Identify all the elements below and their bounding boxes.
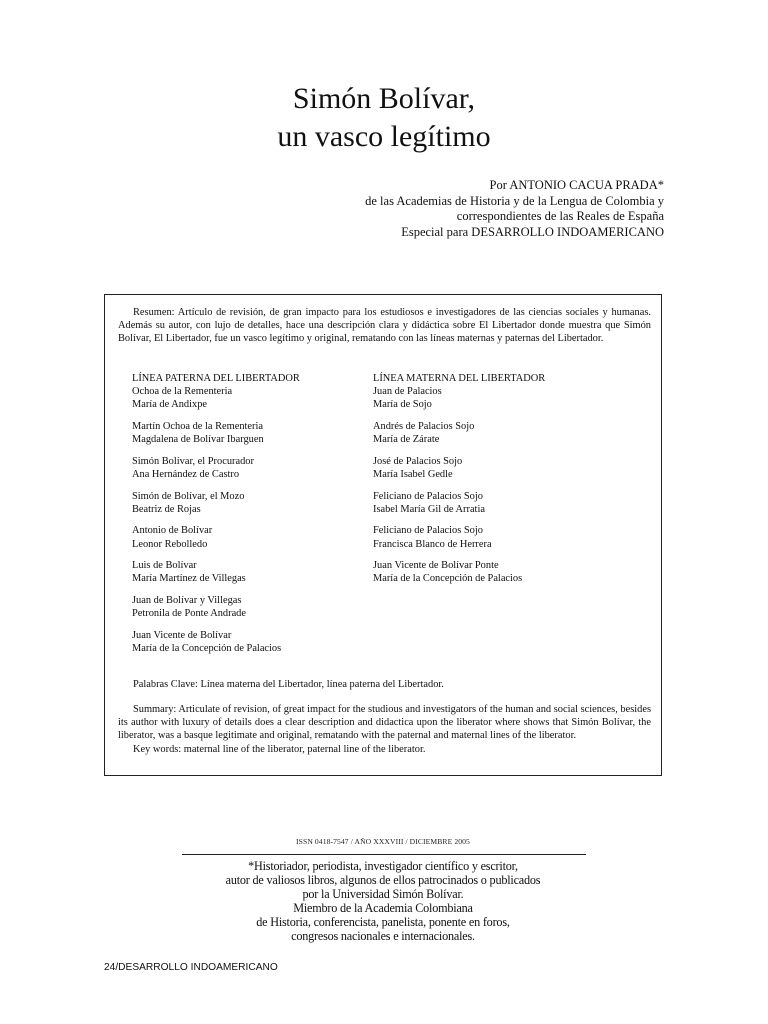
abstract-box [104,294,662,776]
palabras-clave-text: Palabras Clave: Línea materna del Libertador, línea paterna del Libertador. [133,679,444,690]
footnote-divider [182,854,586,855]
paternal-spouse: Leonor Rebolledo [132,538,208,550]
paternal-pair [132,629,362,655]
maternal-spouse: María de Zárate [373,434,440,446]
paternal-name: Ochoa de la Rementeria [132,386,233,398]
footnote-line: congresos nacionales e internacionales. [291,929,475,943]
paternal-pair [132,385,362,411]
paternal-name: Luis de Bolívar [132,560,197,572]
paternal-spouse: Petronila de Ponte Andrade [132,608,246,620]
title-line-2: un vasco legítimo [277,120,491,153]
author-footnote [180,859,586,943]
maternal-pair [373,490,643,516]
summary-text: Summary: Articulate of revision, of great impact for the studious and investigators of the human and social sciences, besides its author with luxury of details does a clear description and didactica upon the liberator where shows that Simón Bolívar, the liberator, was a basque legitimate and original, rematando with the paternal and maternal lines of the liberator. [118,704,651,742]
page-number-footer: 24/DESARROLLO INDOAMERICANO [104,962,278,973]
summary-paragraph [118,703,651,756]
maternal-name: José de Palacios Sojo [373,455,463,467]
paternal-spouse: Beatriz de Rojas [132,503,201,515]
maternal-spouse: María de Sojo [373,399,432,411]
paternal-name: Antonio de Bolívar [132,525,213,537]
maternal-name: Juan de Palacios [373,386,442,398]
byline-author: Por ANTONIO CACUA PRADA* [489,178,664,192]
maternal-spouse: María Isabel Gedle [373,469,453,480]
maternal-pair [373,385,643,411]
resumen-paragraph [118,306,651,346]
paternal-name: Simón de Bolívar, el Mozo [132,490,245,502]
paternal-line-header: LÍNEA PATERNA DEL LIBERTADOR [132,373,300,384]
footnote-line: Miembro de la Academia Colombiana [293,901,473,915]
footnote-line: de Historia, conferencista, panelista, ponente en foros, [256,915,510,929]
resumen-text: Resumen: Artículo de revisión, de gran impacto para los estudiosos e investigadores de las ciencias sociales y humanas. Además su autor, con lujo de detalles, hace una descripción clara y didáctica sobre El Libertador donde muestra que Simón Bolívar, El Libertador, fue un vasco legítimo y original, rematando con las líneas maternas y paternas del Libertador. [118,307,651,345]
maternal-spouse: María de la Concepción de Palacios [373,573,523,585]
byline-special: Especial para DESARROLLO INDOAMERICANO [401,224,664,239]
maternal-name: Juan Vicente de Bolívar Ponte [373,560,499,572]
paternal-spouse: Ana Hernández de Castro [132,469,240,480]
palabras-clave-paragraph [118,678,651,691]
paternal-name: Simón Bolívar, el Procurador [132,455,254,467]
paternal-name: Martín Ochoa de la Rementeria [132,421,263,432]
article-title [0,80,768,156]
footnote-line: autor de valiosos libros, algunos de ellos patrocinados o publicados [225,873,541,887]
footnote-line: *Historiador, periodista, investigador científico y escritor, [248,859,518,873]
maternal-name: Feliciano de Palacios Sojo [373,490,483,502]
paternal-spouse: María de la Concepción de Palacios [132,642,282,654]
maternal-spouse: Isabel María Gil de Arratia [373,503,485,515]
paternal-line-column [132,372,362,664]
byline [365,178,664,240]
paternal-spouse: María de Andixpe [132,399,208,411]
title-line-1: Simón Bolívar, [292,82,476,115]
paternal-pair [132,524,362,550]
paternal-name: Juan de Bolívar y Villegas [132,594,242,606]
paternal-spouse: María Martínez de Villegas [132,573,246,585]
maternal-pair [373,524,643,550]
paternal-pair [132,420,362,446]
footnote-line: por la Universidad Simón Bolívar. [302,887,464,901]
paternal-pair [132,490,362,516]
maternal-name: Feliciano de Palacios Sojo [373,525,483,537]
maternal-line-header: LÍNEA MATERNA DEL LIBERTADOR [373,373,546,384]
byline-affiliation-2: correspondientes de las Reales de España [456,209,664,223]
maternal-line-column [373,372,643,594]
maternal-spouse: Francisca Blanco de Herrera [373,538,492,550]
paternal-pair [132,455,362,481]
maternal-pair [373,455,643,481]
maternal-pair [373,420,643,446]
byline-affiliation-1: de las Academias de Historia y de la Lengua de Colombia y [365,193,664,208]
issn-line: ISSN 0418-7547 / AÑO XXXVIII / DICIEMBRE 2005 [296,837,470,846]
key-words-text: Key words: maternal line of the liberator, paternal line of the liberator. [133,743,426,755]
paternal-pair [132,594,362,620]
paternal-spouse: Magdalena de Bolívar Ibarguen [132,434,264,446]
paternal-pair [132,559,362,585]
maternal-pair [373,559,643,585]
paternal-name: Juan Vicente de Bolívar [132,629,232,641]
maternal-name: Andrés de Palacios Sojo [373,421,475,432]
